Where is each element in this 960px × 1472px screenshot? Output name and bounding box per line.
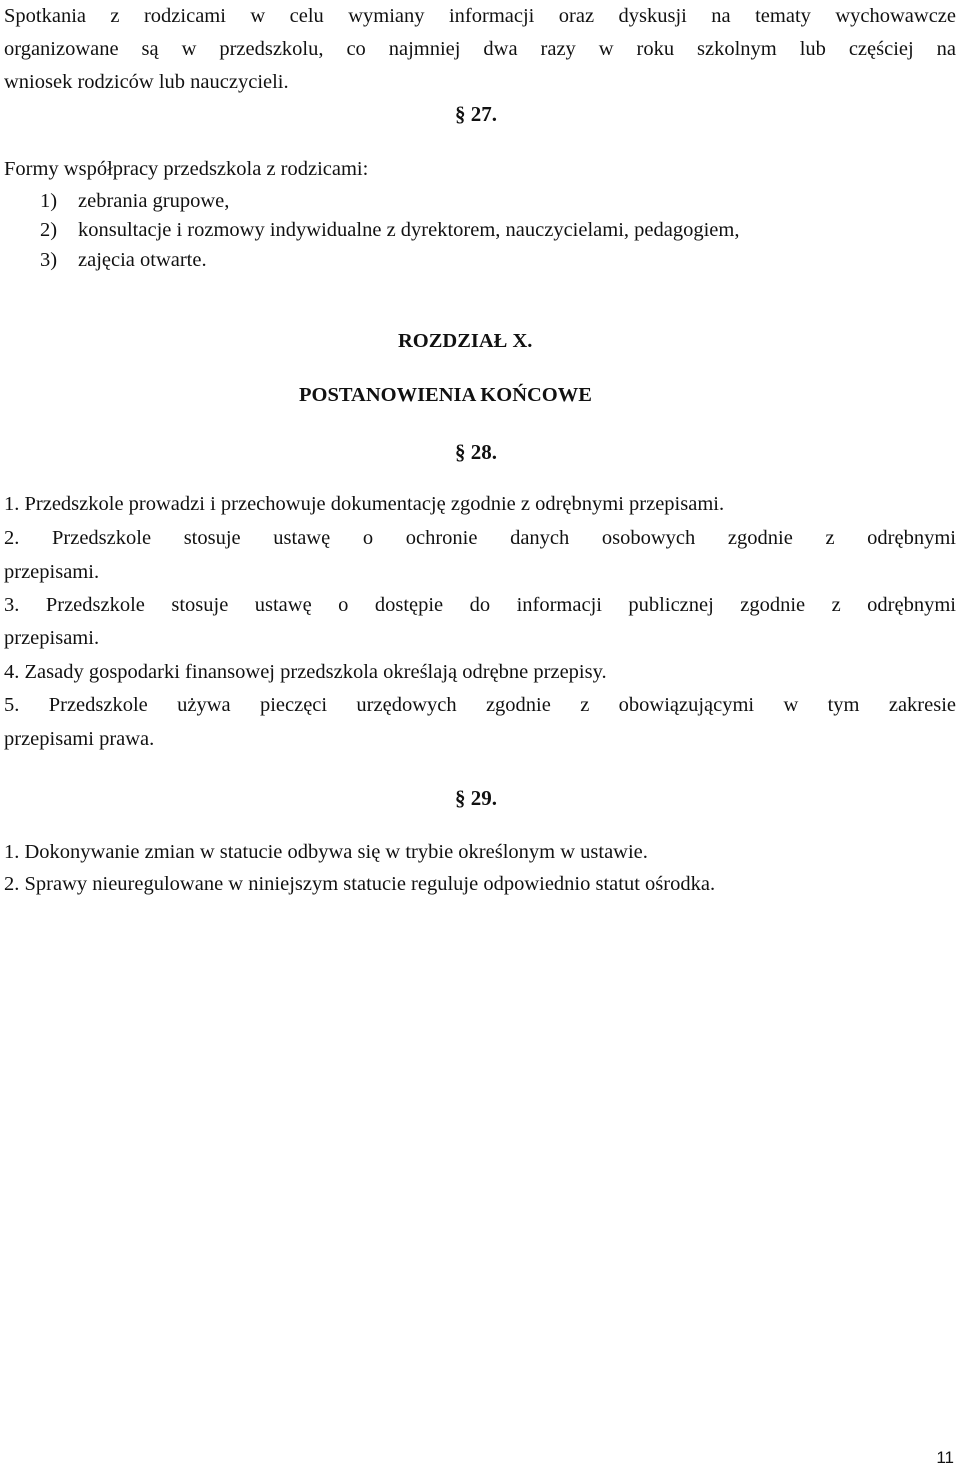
- section-29-p2: 2. Sprawy nieuregulowane w niniejszym statucie reguluje odpowiednio statut ośrodka.: [4, 873, 716, 895]
- page-number: 11: [936, 1448, 954, 1467]
- section-28-p5-line-1: 5. Przedszkole używa pieczęci urzędowych zgodnie z obowiązującymi w tym zakresie: [4, 694, 956, 716]
- section-28-p2-line-1: 2. Przedszkole stosuje ustawę o ochronie danych osobowych zgodnie z odrębnymi: [4, 527, 956, 549]
- section-27-item-2: [40, 214, 739, 247]
- section-28-p3-line-2: przepisami.: [4, 627, 100, 649]
- list-number: 1): [40, 190, 58, 212]
- section-28-p2-line-2: przepisami.: [4, 561, 100, 583]
- section-28-p5-line-2: przepisami prawa.: [4, 728, 155, 750]
- list-number: 2): [40, 219, 58, 241]
- list-text: konsultacje i rozmowy indywidualne z dyrektorem, nauczycielami, pedagogiem,: [78, 219, 740, 241]
- section-28-p4: 4. Zasady gospodarki finansowej przedszkola określają odrębne przepisy.: [4, 661, 607, 683]
- intro-line-3: wniosek rodziców lub nauczycieli.: [4, 71, 289, 93]
- section-27-heading: § 27.: [455, 102, 497, 126]
- intro-line-2: organizowane są w przedszkolu, co najmniej dwa razy w roku szkolnym lub częściej na: [4, 38, 956, 60]
- section-27-lead: Formy współpracy przedszkola z rodzicami:: [4, 158, 369, 180]
- section-27-item-3: [40, 244, 207, 277]
- chapter-title: POSTANOWIENIA KOŃCOWE: [299, 384, 592, 406]
- list-text: zajęcia otwarte.: [78, 249, 207, 271]
- section-28-p1: 1. Przedszkole prowadzi i przechowuje dokumentację zgodnie z odrębnymi przepisami.: [4, 493, 725, 515]
- section-29-heading: § 29.: [455, 786, 497, 810]
- chapter-number: ROZDZIAŁ X.: [398, 330, 533, 352]
- section-29-p1: 1. Dokonywanie zmian w statucie odbywa się w trybie określonym w ustawie.: [4, 841, 648, 863]
- list-text: zebrania grupowe,: [78, 190, 230, 212]
- list-number: 3): [40, 249, 58, 271]
- intro-line-1: Spotkania z rodzicami w celu wymiany informacji oraz dyskusji na tematy wychowawcze: [4, 5, 956, 27]
- section-28-p3-line-1: 3. Przedszkole stosuje ustawę o dostępie do informacji publicznej zgodnie z odrębnymi: [4, 594, 956, 616]
- section-28-heading: § 28.: [455, 440, 497, 464]
